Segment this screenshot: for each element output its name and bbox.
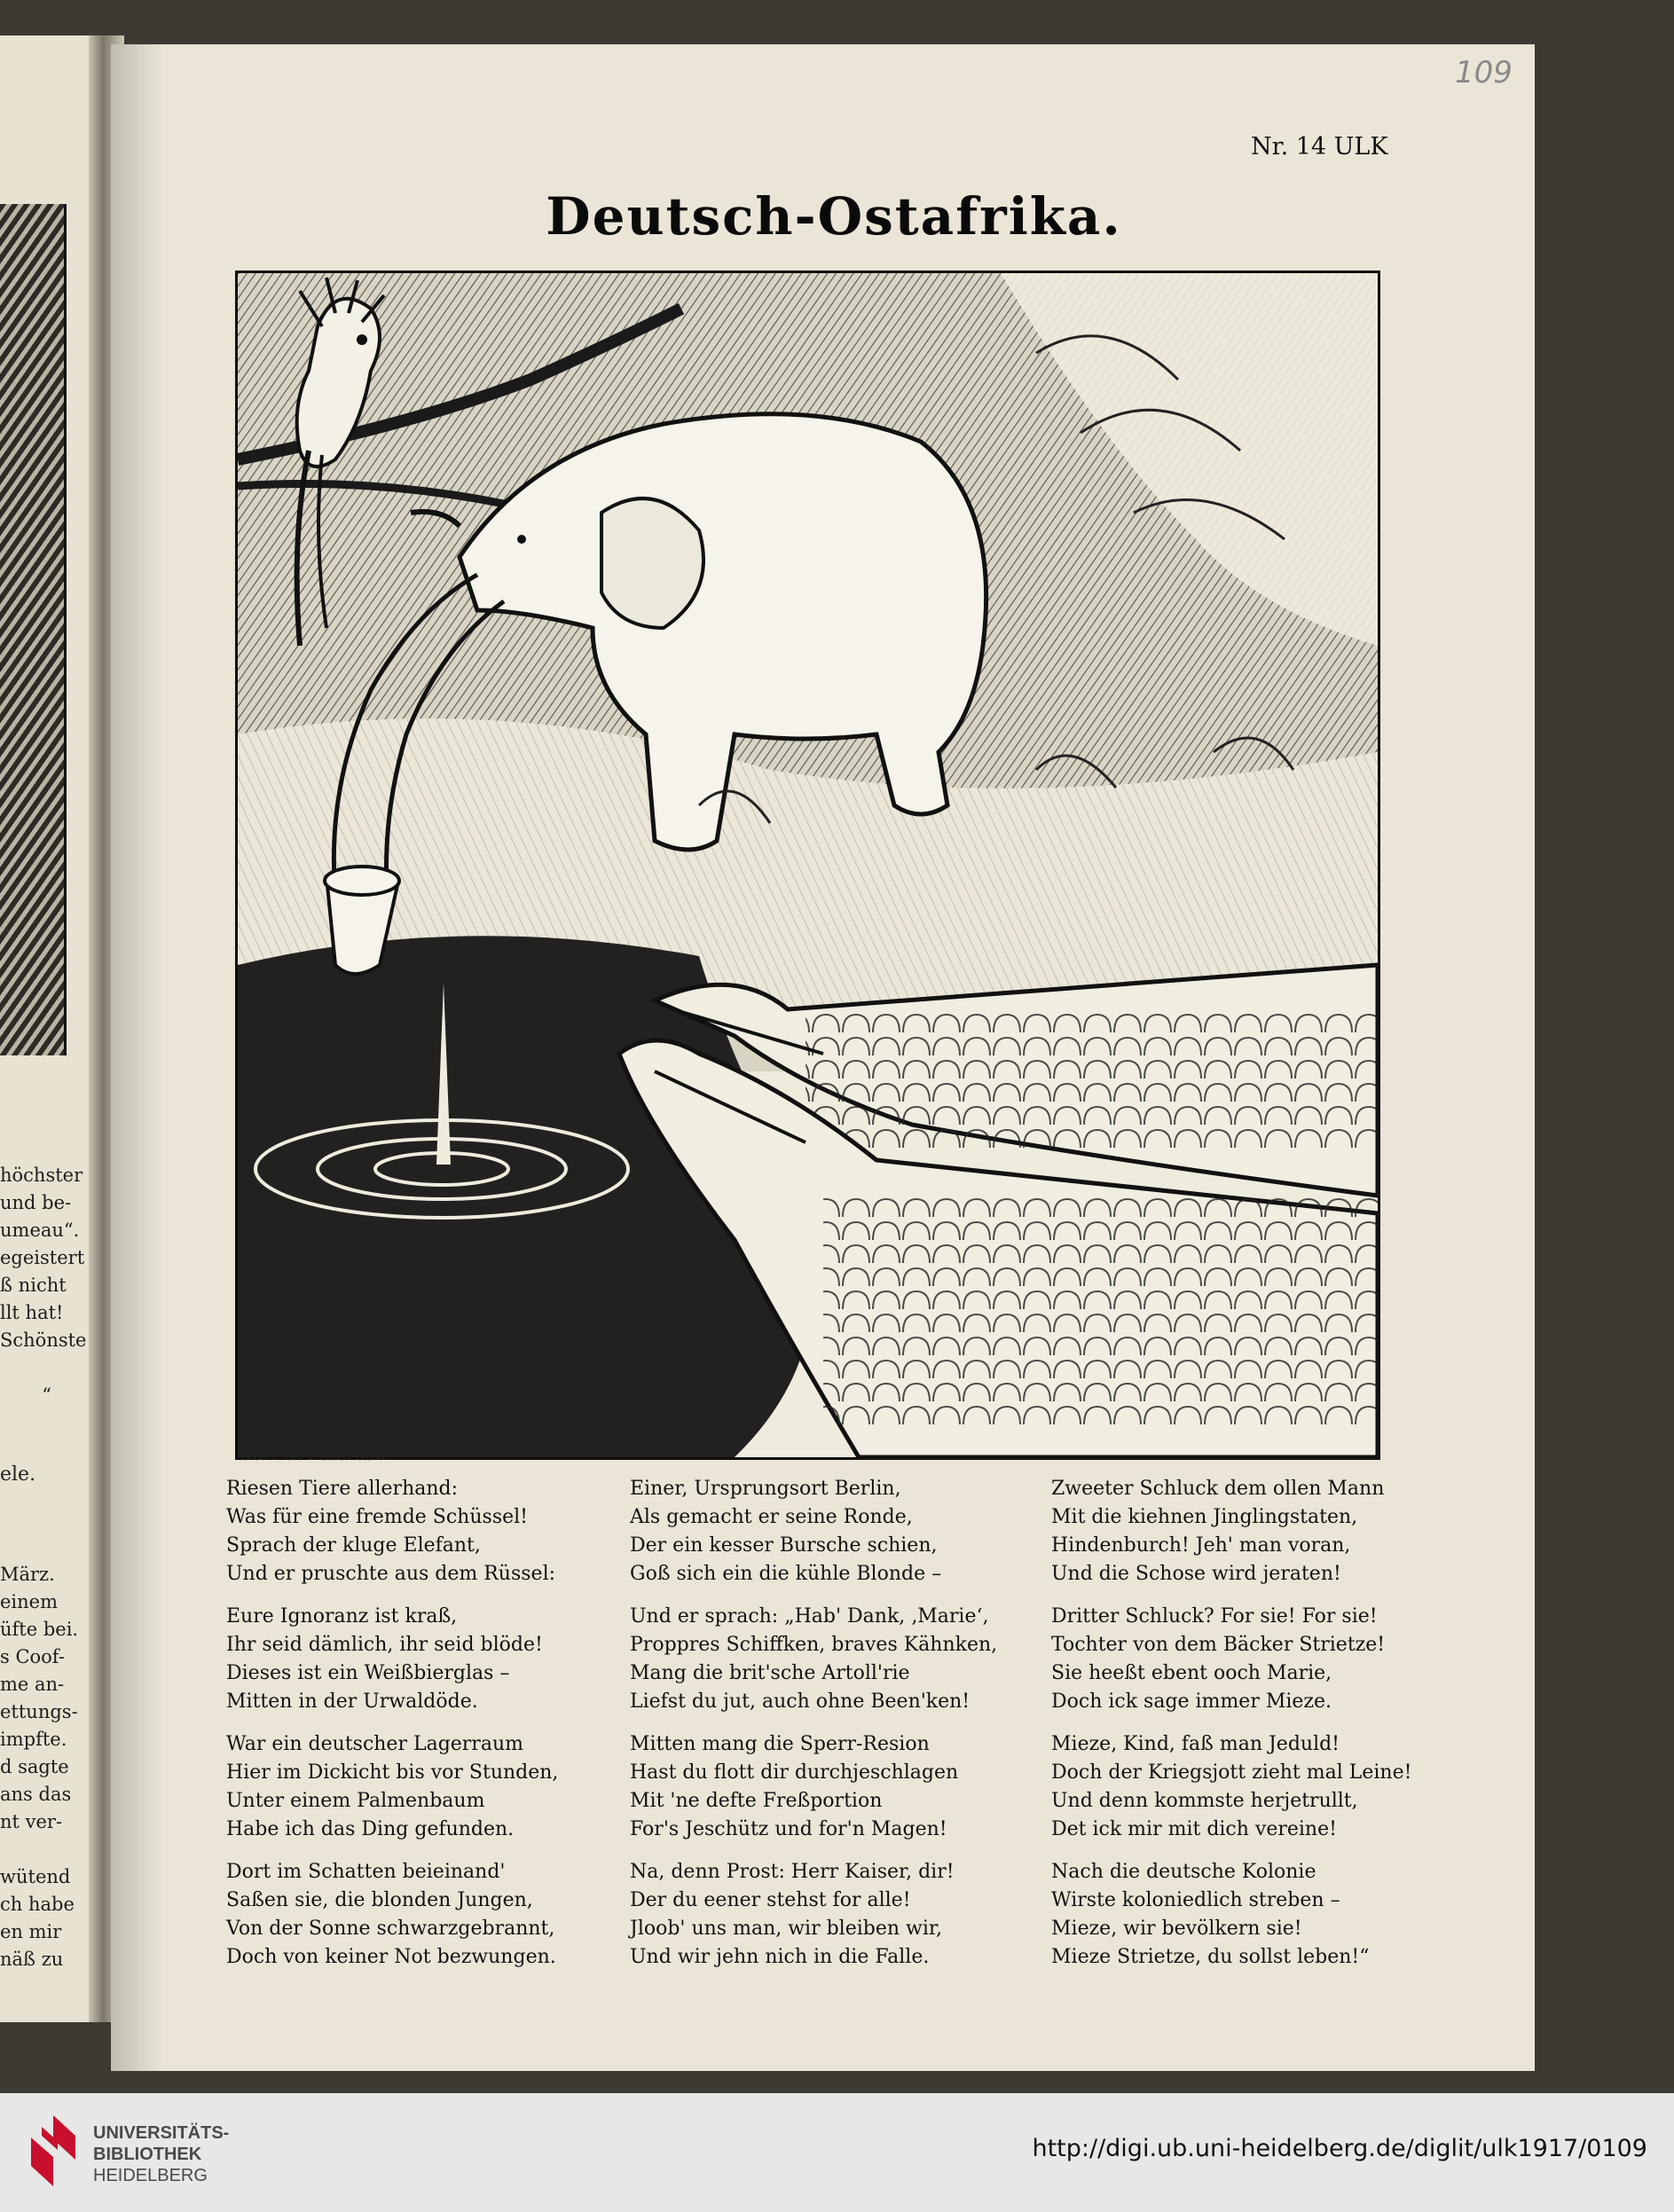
poem-stanza	[630, 1603, 997, 1716]
poem-stanza	[226, 1475, 558, 1588]
poem-stanza	[226, 1858, 558, 1972]
left-page-line	[0, 1836, 51, 1863]
left-page-line: ß nicht	[0, 1275, 67, 1296]
left-page-line: März.	[0, 1564, 55, 1585]
poem-line: Ihr seid dämlich, ihr seid blöde!	[226, 1634, 543, 1656]
poem-line: Jloob' uns man, wir bleiben wir,	[630, 1918, 942, 1940]
poem-line: Zweeter Schluck dem ollen Mann	[1051, 1478, 1385, 1500]
issue-header: Nr. 14 ULK	[1251, 133, 1388, 161]
left-page-line: s Coof-	[0, 1646, 65, 1667]
poem-stanza	[1051, 1475, 1411, 1588]
left-page-line: me an-	[0, 1674, 65, 1695]
poem-line: Nach die deutsche Kolonie	[1051, 1861, 1316, 1883]
left-page-illustration-fragment	[0, 204, 67, 1055]
poem-stanza	[1051, 1730, 1411, 1844]
poem-line: Hindenburch! Jeh' man voran,	[1051, 1534, 1351, 1557]
left-page-line: üfte bei.	[0, 1619, 79, 1640]
left-page-line: umeau“.	[0, 1220, 80, 1241]
poem-line: Na, denn Prost: Herr Kaiser, dir!	[630, 1861, 955, 1883]
left-page-line: impfte.	[0, 1729, 67, 1750]
poem-line: Doch der Kriegsjott zieht mal Leine!	[1051, 1761, 1412, 1784]
poem-line: Mit die kiehnen Jinglingstaten,	[1051, 1506, 1358, 1528]
left-page-line: wütend	[0, 1866, 71, 1887]
poem-line: Mitten mang die Sperr-Resion	[630, 1733, 930, 1755]
poem-line: Hier im Dickicht bis vor Stunden,	[226, 1761, 559, 1784]
folio-number: 109	[1455, 55, 1513, 90]
poem-stanza	[1051, 1858, 1411, 1972]
poem-line: Tochter von dem Bäcker Strietze!	[1051, 1634, 1386, 1656]
poem-line: Doch ick sage immer Mieze.	[1051, 1690, 1332, 1713]
poem-line: Und die Schose wird jeraten!	[1051, 1563, 1341, 1585]
left-page-line: llt hat!	[0, 1302, 64, 1323]
left-page-line: egeistert	[0, 1247, 85, 1268]
poem-line: Mieze, wir bevölkern sie!	[1051, 1918, 1302, 1940]
poem-line: Goß sich ein die kühle Blonde –	[630, 1563, 942, 1585]
poem-line: Riesen Tiere allerhand:	[226, 1478, 459, 1500]
poem-line: Dieses ist ein Weißbierglas –	[226, 1662, 510, 1684]
poem-line: Als gemacht er seine Ronde,	[630, 1506, 913, 1528]
left-page-text-fragment-b	[0, 1561, 79, 1973]
poem-line: Doch von keiner Not bezwungen.	[226, 1946, 556, 1968]
left-page-line: höchster	[0, 1165, 83, 1186]
poem-column-1	[226, 1475, 558, 1986]
poem-line: Der ein kesser Bursche schien,	[630, 1534, 938, 1557]
poem-line: Mitten in der Urwaldöde.	[226, 1690, 478, 1713]
poem-line: Einer, Ursprungsort Berlin,	[630, 1478, 901, 1500]
left-page-line: ch habe	[0, 1894, 75, 1915]
poem-line: Mieze, Kind, faß man Jeduld!	[1051, 1733, 1340, 1755]
poem-line: Wirste koloniedlich streben –	[1051, 1889, 1340, 1911]
left-page-line: ans das	[0, 1784, 72, 1805]
left-page-line: d sagte	[0, 1756, 69, 1777]
poem-line: War ein deutscher Lagerraum	[226, 1733, 523, 1755]
left-page-line: Schönste	[0, 1330, 87, 1351]
poem-line: Sie heeßt ebent ooch Marie,	[1051, 1662, 1332, 1684]
poem-line: Und wir jehn nich in die Falle.	[630, 1946, 930, 1968]
poem-line: Mang die brit'sche Artoll'rie	[630, 1662, 910, 1684]
poem-line: Und denn kommste herjetrullt,	[1051, 1790, 1358, 1812]
poem-line: Habe ich das Ding gefunden.	[226, 1818, 515, 1840]
library-name-line-1: UNIVERSITÄTS-	[93, 2123, 230, 2143]
poem-line: Liefst du jut, auch ohne Been'ken!	[630, 1690, 971, 1713]
poem-line: Mieze Strietze, du sollst leben!“	[1051, 1946, 1370, 1968]
poem-line: Was für eine fremde Schüssel!	[226, 1506, 529, 1528]
left-page-line: näß zu	[0, 1949, 64, 1970]
left-page-line: nt ver-	[0, 1811, 63, 1832]
library-name-line-2: BIBLIOTHEK	[93, 2145, 202, 2164]
poem-stanza	[630, 1730, 997, 1844]
poem-stanza	[1051, 1603, 1411, 1716]
poem-column-3	[1051, 1475, 1411, 1986]
poem-column-2	[630, 1475, 997, 1986]
poem-stanza	[630, 1475, 997, 1588]
poem-line: Von der Sonne schwarzgebrannt,	[226, 1918, 555, 1940]
poem-stanza	[226, 1730, 558, 1844]
artist-signature: Carl O. Petersen	[240, 1443, 388, 1464]
viewer-footer	[0, 2093, 1674, 2212]
poem-line: Dort im Schatten beieinand'	[226, 1861, 506, 1883]
poem-line: Hast du flott dir durchjeschlagen	[630, 1761, 959, 1784]
left-page-signature: ele.	[0, 1463, 36, 1486]
library-name-line-3: HEIDELBERG	[93, 2166, 208, 2185]
elephant-parrot-crocodile-drawing	[238, 273, 1378, 1457]
poem-stanza	[630, 1858, 997, 1972]
cartoon-illustration	[235, 271, 1380, 1460]
poem-line: Sprach der kluge Elefant,	[226, 1534, 481, 1557]
poem-line: Unter einem Palmenbaum	[226, 1790, 485, 1812]
left-page-line: en mir	[0, 1921, 62, 1942]
poem-line: Dritter Schluck? For sie! For sie!	[1051, 1605, 1378, 1628]
left-page-line: “	[42, 1384, 51, 1406]
poem-line: Und er pruschte aus dem Rüssel:	[226, 1563, 556, 1585]
page-title: Deutsch-Ostafrika.	[546, 186, 1122, 247]
poem-line: Und er sprach: „Hab' Dank, ‚Marie‘,	[630, 1605, 989, 1628]
poem-line: Mit 'ne defte Freßportion	[630, 1790, 883, 1812]
poem-line: Saßen sie, die blonden Jungen,	[226, 1889, 533, 1911]
page-shadow	[111, 44, 164, 2071]
library-name	[93, 2122, 229, 2186]
poem-line: Der du eener stehst for alle!	[630, 1889, 911, 1911]
poem-line: Proppres Schiffken, braves Kähnken,	[630, 1634, 998, 1656]
poem-line: Det ick mir mit dich vereine!	[1051, 1818, 1337, 1840]
university-library-logo-icon	[22, 2111, 84, 2191]
permalink-url[interactable]: http://digi.ub.uni-heidelberg.de/diglit/ulk1917/0109	[1032, 2135, 1647, 2162]
left-page-line: einem	[0, 1591, 59, 1612]
poem-stanza	[226, 1603, 558, 1716]
left-page-line: ettungs-	[0, 1701, 78, 1722]
poem-line: Eure Ignoranz ist kraß,	[226, 1605, 458, 1628]
left-page-text-fragment-a	[0, 1162, 87, 1409]
left-page-line	[0, 1354, 51, 1382]
poem-line: For's Jeschütz und for'n Magen!	[630, 1818, 947, 1840]
left-page-line: und be-	[0, 1192, 72, 1213]
